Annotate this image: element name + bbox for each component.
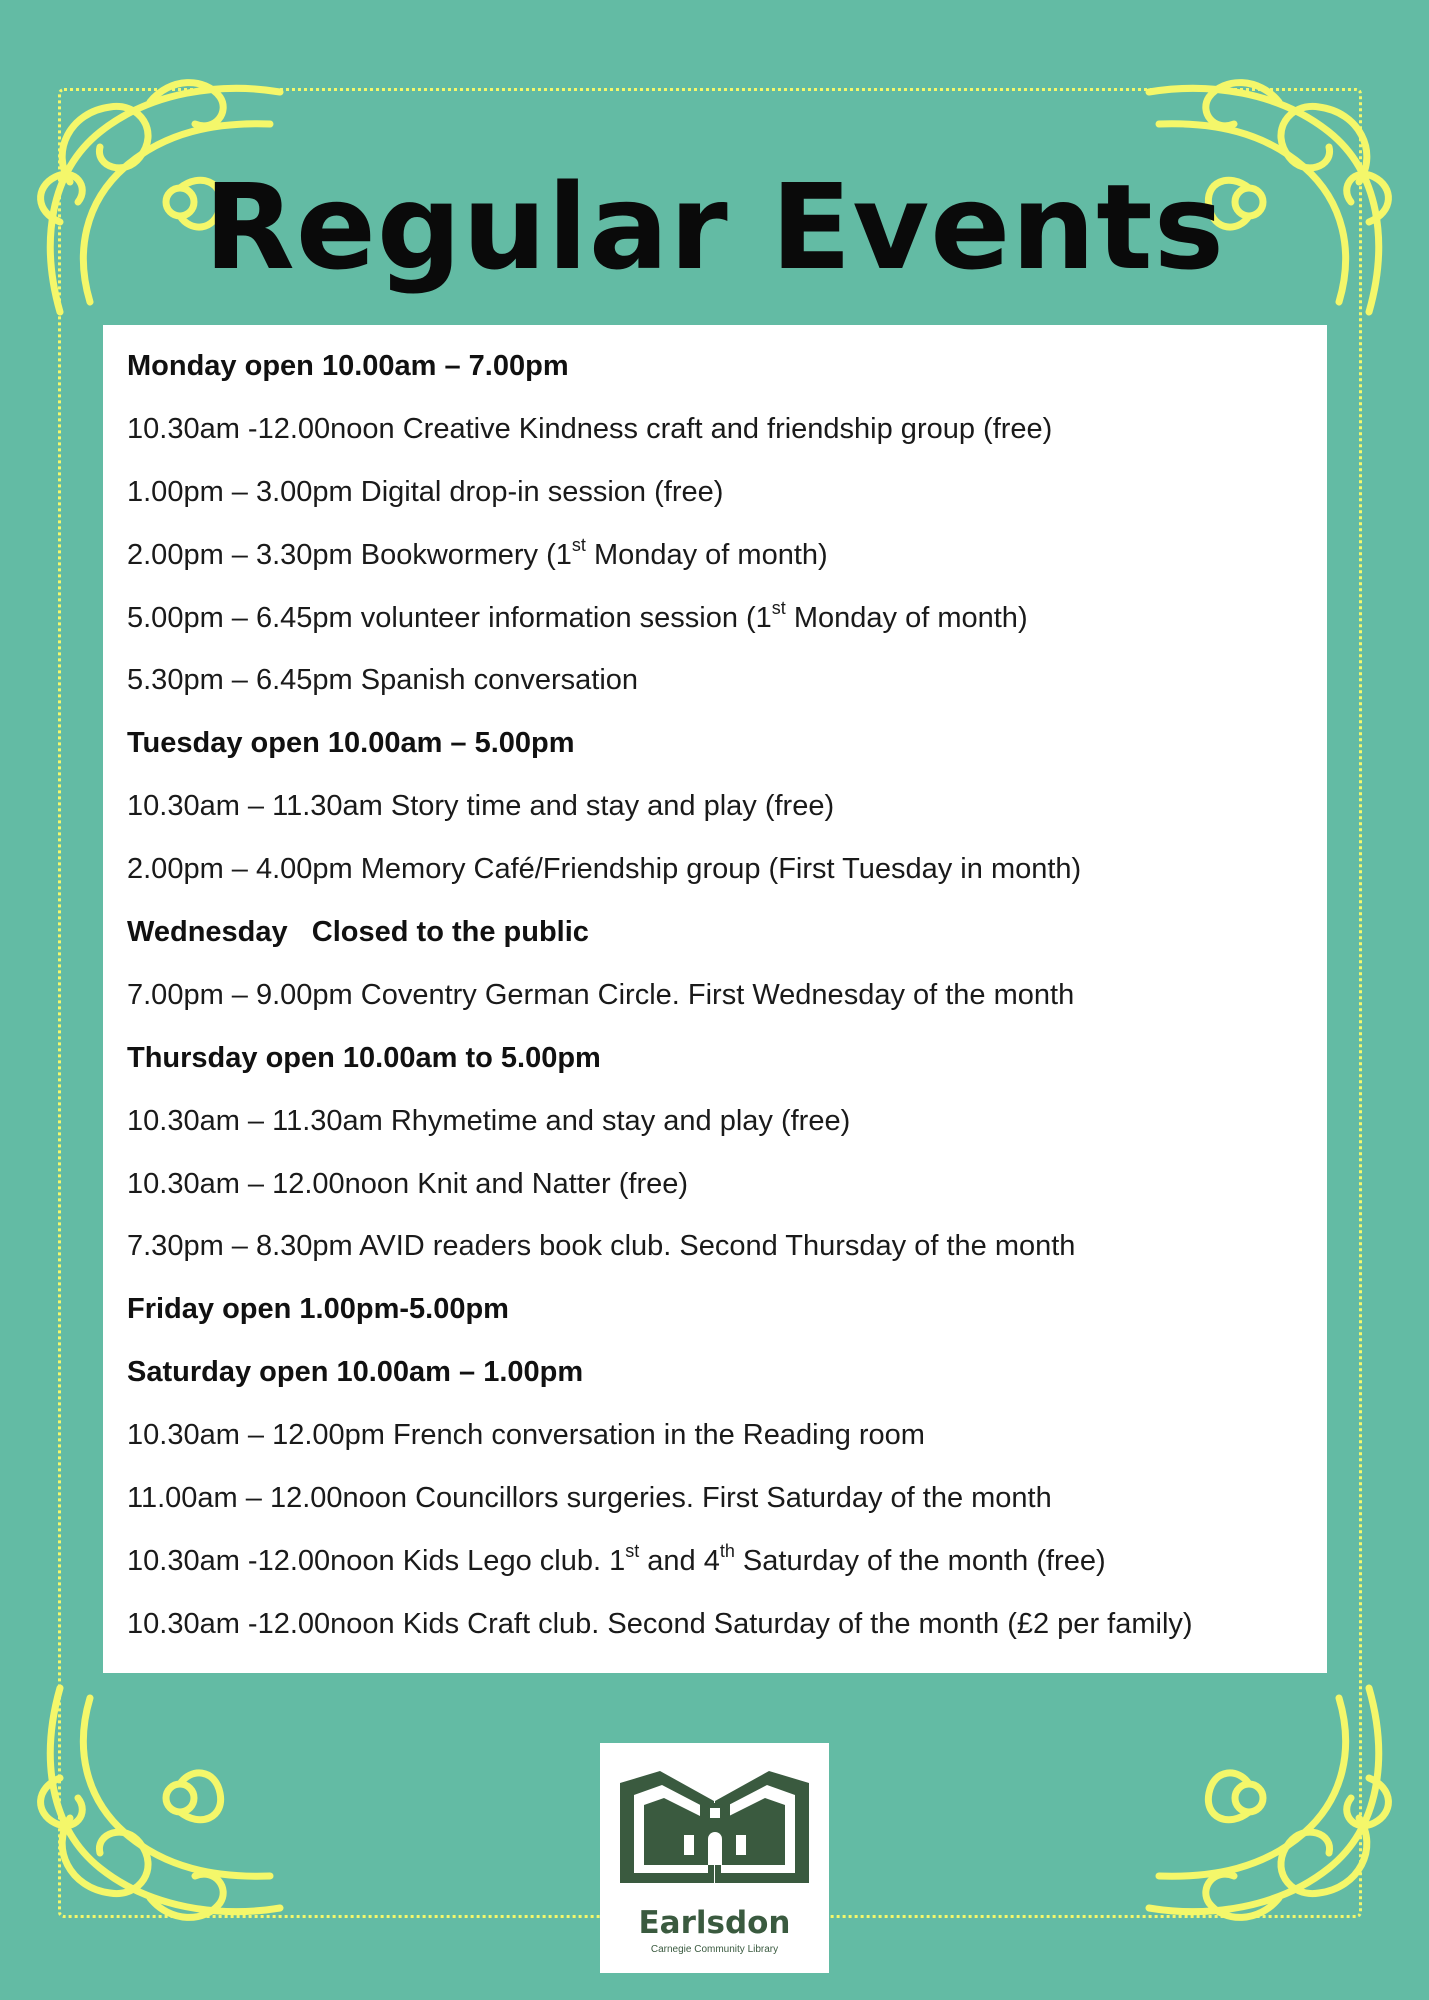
event-row: 7.00pm – 9.00pm Coventry German Circle. First Wednesday of the month	[127, 978, 1075, 1011]
logo-name: Earlsdon	[638, 1905, 791, 1941]
event-row: 10.30am -12.00noon Kids Craft club. Second Saturday of the month (£2 per family)	[127, 1607, 1193, 1640]
day-heading-tuesday: Tuesday open 10.00am – 5.00pm	[127, 727, 575, 760]
day-heading-monday: Monday open 10.00am – 7.00pm	[127, 350, 569, 382]
event-row: 2.00pm – 3.30pm Bookwormery (1st Monday of month)	[127, 535, 828, 571]
ornament-corner-bottom-right	[1139, 1678, 1399, 1938]
library-logo	[600, 1743, 829, 1973]
event-row: 11.00am – 12.00noon Councillors surgeries. First Saturday of the month	[127, 1482, 1052, 1515]
day-heading-friday: Friday open 1.00pm-5.00pm	[127, 1293, 509, 1326]
logo-subtitle: Carnegie Community Library	[650, 1944, 779, 1955]
event-row: 10.30am -12.00noon Kids Lego club. 1st and 4th Saturday of the month (free)	[127, 1541, 1106, 1577]
event-row: 5.00pm – 6.45pm volunteer information session (1st Monday of month)	[127, 597, 1028, 634]
page-title: Regular Events	[204, 158, 1225, 296]
schedule-panel	[103, 325, 1327, 1673]
day-heading-wednesday: Wednesday Closed to the public	[127, 916, 589, 949]
event-row: 1.00pm – 3.00pm Digital drop-in session (free)	[127, 475, 724, 508]
open-book-building-icon	[600, 1743, 829, 1903]
event-row: 10.30am – 11.30am Rhymetime and stay and play (free)	[127, 1104, 851, 1137]
day-heading-saturday: Saturday open 10.00am – 1.00pm	[127, 1356, 584, 1389]
day-heading-thursday: Thursday open 10.00am to 5.00pm	[127, 1041, 601, 1074]
ornament-corner-bottom-left	[30, 1678, 290, 1938]
event-row: 10.30am -12.00noon Creative Kindness craft and friendship group (free)	[127, 412, 1053, 445]
event-row: 10.30am – 12.00pm French conversation in the Reading room	[127, 1419, 925, 1452]
event-row: 10.30am – 11.30am Story time and stay and play (free)	[127, 790, 835, 823]
event-row: 2.00pm – 4.00pm Memory Café/Friendship group (First Tuesday in month)	[127, 853, 1082, 886]
event-row: 7.30pm – 8.30pm AVID readers book club. Second Thursday of the month	[127, 1230, 1076, 1263]
event-row: 10.30am – 12.00noon Knit and Natter (free)	[127, 1167, 689, 1200]
event-row: 5.30pm – 6.45pm Spanish conversation	[127, 664, 639, 697]
